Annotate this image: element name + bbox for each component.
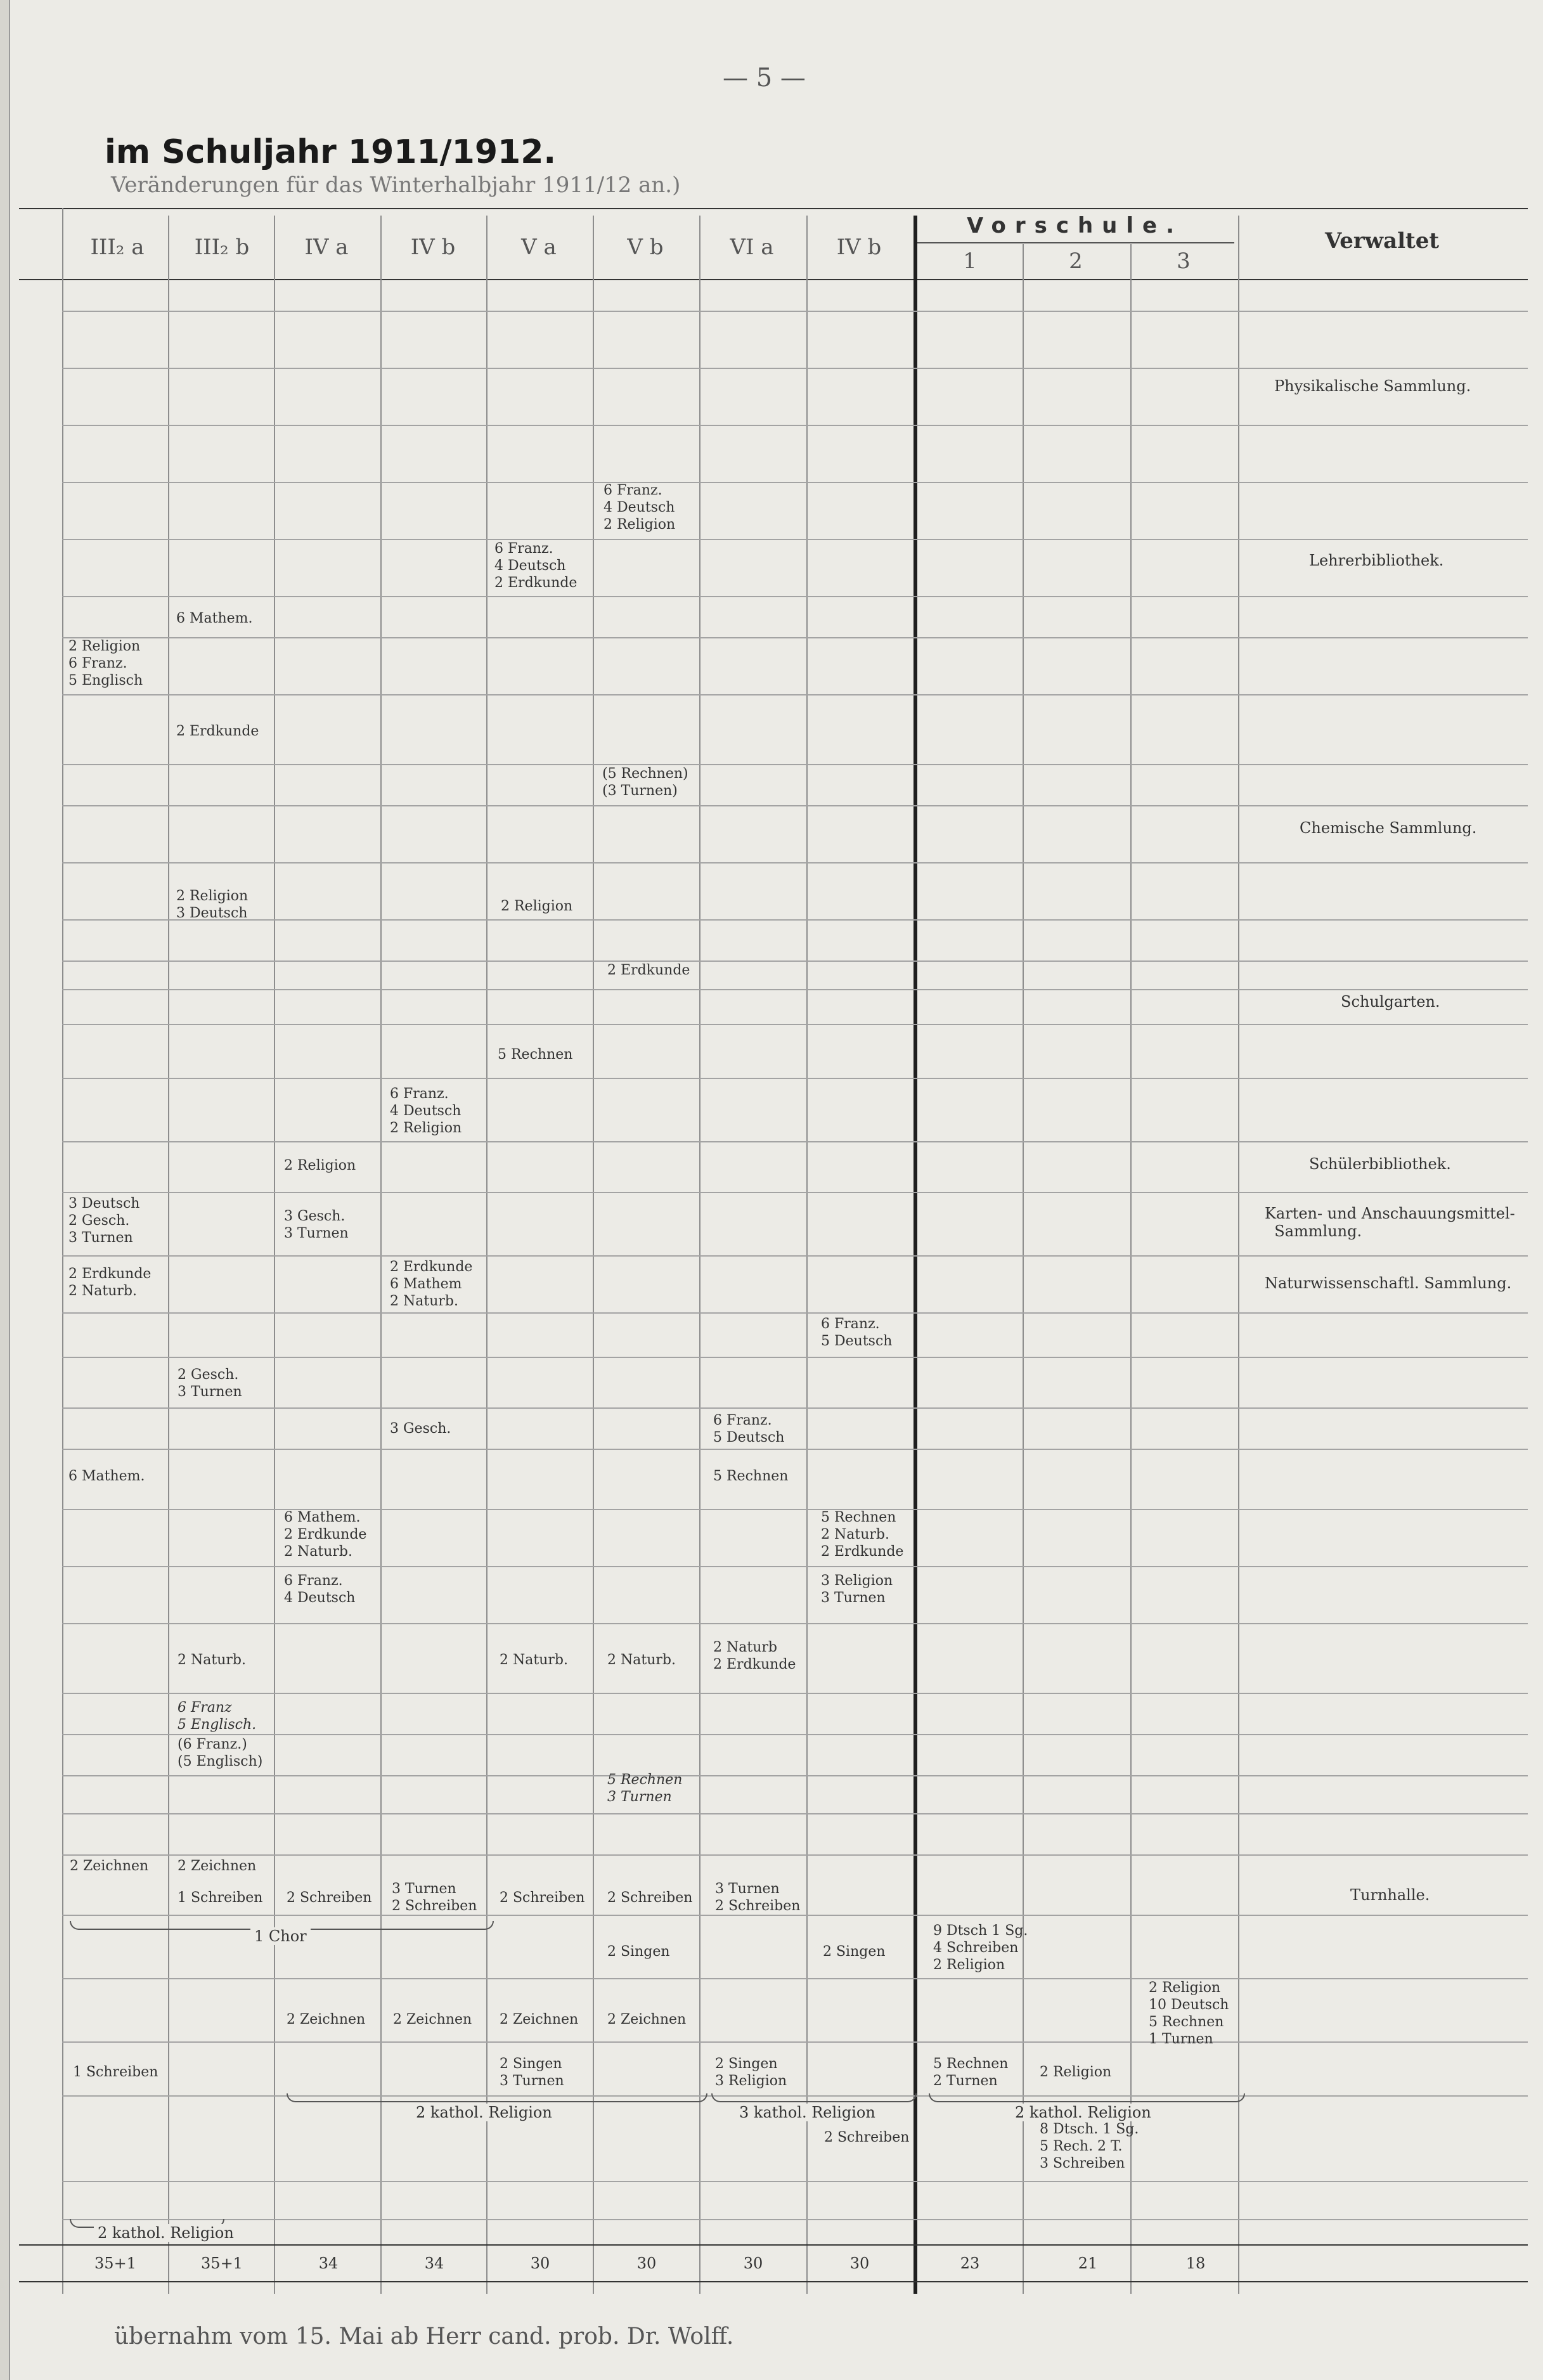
lesson-entry: 2 Religion 3 Deutsch xyxy=(176,888,249,921)
row-rule xyxy=(62,368,1528,369)
lesson-entry: (5 Rechnen) (3 Turnen) xyxy=(602,766,688,799)
verwaltet-header: Verwaltet xyxy=(1325,228,1440,254)
lesson-entry: 2 Zeichnen xyxy=(178,1858,257,1874)
row-rule xyxy=(62,764,1528,765)
lesson-entry: 3 Gesch. xyxy=(390,1421,451,1437)
row-rule xyxy=(62,1312,1528,1314)
lesson-entry: 2 Religion 6 Franz. 5 Englisch xyxy=(68,638,143,689)
lesson-entry: 1 Schreiben xyxy=(178,1890,263,1906)
column-line xyxy=(1130,244,1132,2294)
row-rule xyxy=(62,1854,1528,1856)
lesson-entry: 9 Dtsch 1 Sg. 4 Schreiben 2 Religion xyxy=(933,1923,1028,1973)
vorschule-header: Vorschule. xyxy=(967,213,1184,238)
lesson-entry: 2 Singen 3 Religion xyxy=(715,2056,787,2089)
lesson-entry: 5 Rechnen xyxy=(713,1468,789,1484)
span-brace xyxy=(929,2093,1245,2102)
lesson-entry: 2 Naturb 2 Erdkunde xyxy=(713,1639,796,1672)
footer-note: übernahm vom 15. Mai ab Herr cand. prob. Dr. Wolff. xyxy=(114,2324,734,2350)
page-subtitle: Veränderungen für das Winterhalbjahr 1911/12 an.) xyxy=(111,172,681,198)
lesson-entry: 2 Erdkunde xyxy=(607,962,690,978)
row-rule xyxy=(62,1509,1528,1510)
row-rule xyxy=(62,805,1528,806)
column-line xyxy=(806,216,808,2294)
lesson-entry: 2 Zeichnen xyxy=(287,2012,366,2028)
row-rule xyxy=(62,2041,1528,2043)
row-rule xyxy=(62,1775,1528,1776)
room-entry: Chemische Sammlung. xyxy=(1300,819,1477,837)
row-rule xyxy=(62,482,1528,483)
page-title: im Schuljahr 1911/1912. xyxy=(105,133,557,171)
row-rule xyxy=(62,1566,1528,1567)
lesson-entry: 1 Schreiben xyxy=(73,2064,158,2080)
lesson-entry: 2 Schreiben xyxy=(287,1890,372,1906)
column-header: V b xyxy=(627,235,664,260)
lesson-entry: 8 Dtsch. 1 Sg. 5 Rech. 2 T. 3 Schreiben xyxy=(1040,2121,1139,2171)
row-rule xyxy=(62,1255,1528,1257)
span-label: 2 kathol. Religion xyxy=(1011,2104,1155,2121)
column-header: IV a xyxy=(304,235,349,260)
lesson-entry: 6 Mathem. xyxy=(68,1468,145,1484)
row-rule xyxy=(62,1813,1528,1814)
total-value: 30 xyxy=(743,2254,763,2272)
total-value: 23 xyxy=(960,2254,980,2272)
row-rule xyxy=(62,2181,1528,2182)
lesson-entry: 5 Rechnen 2 Naturb. 2 Erdkunde xyxy=(821,1510,904,1560)
lesson-entry: 6 Franz. 5 Deutsch xyxy=(821,1316,893,1349)
lesson-entry: 6 Franz. 5 Deutsch xyxy=(713,1413,785,1445)
row-rule xyxy=(62,2219,1528,2220)
room-entry: Schülerbibliothek. xyxy=(1309,1155,1451,1173)
lesson-entry: 6 Mathem. 2 Erdkunde 2 Naturb. xyxy=(284,1510,367,1560)
span-label: 2 kathol. Religion xyxy=(94,2224,238,2242)
column-line xyxy=(274,216,275,2294)
column-line xyxy=(699,216,700,2294)
column-header: III₂ a xyxy=(90,235,145,260)
vorschule-subheader: 1 xyxy=(963,249,977,274)
top-rule xyxy=(19,208,1528,209)
lesson-entry: 2 Naturb. xyxy=(607,1652,676,1668)
lesson-entry: 2 Erdkunde 6 Mathem 2 Naturb. xyxy=(390,1259,473,1309)
lesson-entry: 3 Gesch. 3 Turnen xyxy=(284,1208,349,1241)
vorschule-subheader: 3 xyxy=(1177,249,1191,274)
header-rule xyxy=(19,279,1528,280)
row-rule xyxy=(62,1024,1528,1025)
row-rule xyxy=(62,1915,1528,1916)
bottom-rule xyxy=(19,2281,1528,2282)
totals-rule xyxy=(19,2244,1528,2246)
lesson-entry: 2 Gesch. 3 Turnen xyxy=(178,1367,242,1400)
lesson-entry: 2 Zeichnen xyxy=(393,2012,472,2028)
lesson-entry: 2 Erdkunde xyxy=(176,723,259,739)
column-line xyxy=(1023,244,1024,2294)
lesson-entry: 3 Turnen 2 Schreiben xyxy=(715,1881,801,1914)
row-rule xyxy=(62,694,1528,695)
total-value: 18 xyxy=(1185,2254,1206,2272)
vorschule-divider xyxy=(914,216,917,2294)
room-entry: Turnhalle. xyxy=(1350,1886,1430,1904)
column-line xyxy=(62,208,63,2294)
row-rule xyxy=(62,425,1528,426)
lesson-entry: 2 Naturb. xyxy=(500,1652,568,1668)
total-value: 34 xyxy=(318,2254,339,2272)
row-rule xyxy=(62,1734,1528,1735)
column-header: VI a xyxy=(730,235,774,260)
lesson-entry: 6 Franz 5 Englisch. xyxy=(178,1700,257,1733)
row-rule xyxy=(62,1623,1528,1624)
row-rule xyxy=(62,1357,1528,1358)
total-value: 30 xyxy=(530,2254,550,2272)
column-header: IV b xyxy=(836,235,882,260)
column-line xyxy=(486,216,487,2294)
lesson-entry: 2 Schreiben xyxy=(500,1890,585,1906)
lesson-entry: 3 Religion 3 Turnen xyxy=(821,1573,893,1606)
total-value: 30 xyxy=(849,2254,870,2272)
total-value: 35+1 xyxy=(94,2254,136,2272)
lesson-entry: 2 Schreiben xyxy=(824,2130,910,2145)
column-header: IV b xyxy=(410,235,456,260)
column-line xyxy=(380,216,382,2294)
column-line xyxy=(1238,216,1239,2294)
span-label: 3 kathol. Religion xyxy=(735,2104,879,2121)
lesson-entry: 2 Religion xyxy=(1040,2064,1112,2080)
span-label: 2 kathol. Religion xyxy=(412,2104,556,2121)
lesson-entry: 3 Turnen 2 Schreiben xyxy=(392,1881,477,1914)
lesson-entry: 2 Zeichnen xyxy=(607,2012,687,2028)
lesson-entry: 6 Mathem. xyxy=(176,611,253,626)
lesson-entry: 2 Singen 3 Turnen xyxy=(500,2056,564,2089)
room-entry: Karten- und Anschauungsmittel- Sammlung. xyxy=(1265,1205,1515,1240)
lesson-entry: 5 Rechnen xyxy=(498,1047,573,1063)
lesson-entry: 2 Erdkunde 2 Naturb. xyxy=(68,1266,152,1299)
lesson-entry: (6 Franz.) (5 Englisch) xyxy=(178,1736,263,1769)
lesson-entry: 6 Franz. 4 Deutsch xyxy=(284,1573,356,1606)
vorschule-rule xyxy=(917,242,1234,243)
lesson-entry: 3 Deutsch 2 Gesch. 3 Turnen xyxy=(68,1196,140,1246)
row-rule xyxy=(62,596,1528,597)
row-rule xyxy=(62,1141,1528,1142)
span-label: 1 Chor xyxy=(250,1927,311,1945)
row-rule xyxy=(62,311,1528,312)
row-rule xyxy=(62,1078,1528,1079)
row-rule xyxy=(62,1407,1528,1409)
row-rule xyxy=(62,539,1528,540)
row-rule xyxy=(62,960,1528,962)
row-rule xyxy=(62,1449,1528,1450)
room-entry: Lehrerbibliothek. xyxy=(1309,552,1444,569)
lesson-entry: 2 Zeichnen xyxy=(70,1858,149,1874)
span-brace xyxy=(287,2093,707,2102)
lesson-entry: 2 Singen xyxy=(823,1944,886,1960)
room-entry: Physikalische Sammlung. xyxy=(1274,377,1471,395)
column-line xyxy=(593,216,594,2294)
room-entry: Schulgarten. xyxy=(1341,993,1440,1011)
page-edge xyxy=(0,0,10,2380)
row-rule xyxy=(62,862,1528,863)
row-rule xyxy=(62,1978,1528,1979)
lesson-entry: 6 Franz. 4 Deutsch 2 Religion xyxy=(390,1086,462,1136)
total-value: 35+1 xyxy=(201,2254,243,2272)
room-entry: Naturwissenschaftl. Sammlung. xyxy=(1265,1274,1512,1292)
page-number: — 5 — xyxy=(723,63,806,93)
total-value: 30 xyxy=(636,2254,657,2272)
total-value: 34 xyxy=(424,2254,444,2272)
column-header: III₂ b xyxy=(194,235,250,260)
lesson-entry: 6 Franz. 4 Deutsch 2 Religion xyxy=(604,482,676,533)
lesson-entry: 5 Rechnen 3 Turnen xyxy=(607,1772,683,1805)
column-header: V a xyxy=(521,235,557,260)
column-line xyxy=(168,216,169,2294)
lesson-entry: 2 Naturb. xyxy=(178,1652,246,1668)
row-rule xyxy=(62,637,1528,638)
lesson-entry: 2 Religion xyxy=(501,898,573,914)
lesson-entry: 2 Schreiben xyxy=(607,1890,693,1906)
row-rule xyxy=(62,919,1528,921)
span-brace xyxy=(711,2093,917,2102)
total-value: 21 xyxy=(1078,2254,1098,2272)
row-rule xyxy=(62,1192,1528,1193)
lesson-entry: 2 Zeichnen xyxy=(500,2012,579,2028)
row-rule xyxy=(62,1693,1528,1694)
row-rule xyxy=(62,989,1528,990)
lesson-entry: 2 Singen xyxy=(607,1944,670,1960)
lesson-entry: 5 Rechnen 2 Turnen xyxy=(933,2056,1009,2089)
lesson-entry: 2 Religion xyxy=(284,1158,356,1174)
vorschule-subheader: 2 xyxy=(1069,249,1083,274)
lesson-entry: 6 Franz. 4 Deutsch 2 Erdkunde xyxy=(494,541,578,591)
lesson-entry: 2 Religion 10 Deutsch 5 Rechnen 1 Turnen xyxy=(1149,1980,1229,2047)
